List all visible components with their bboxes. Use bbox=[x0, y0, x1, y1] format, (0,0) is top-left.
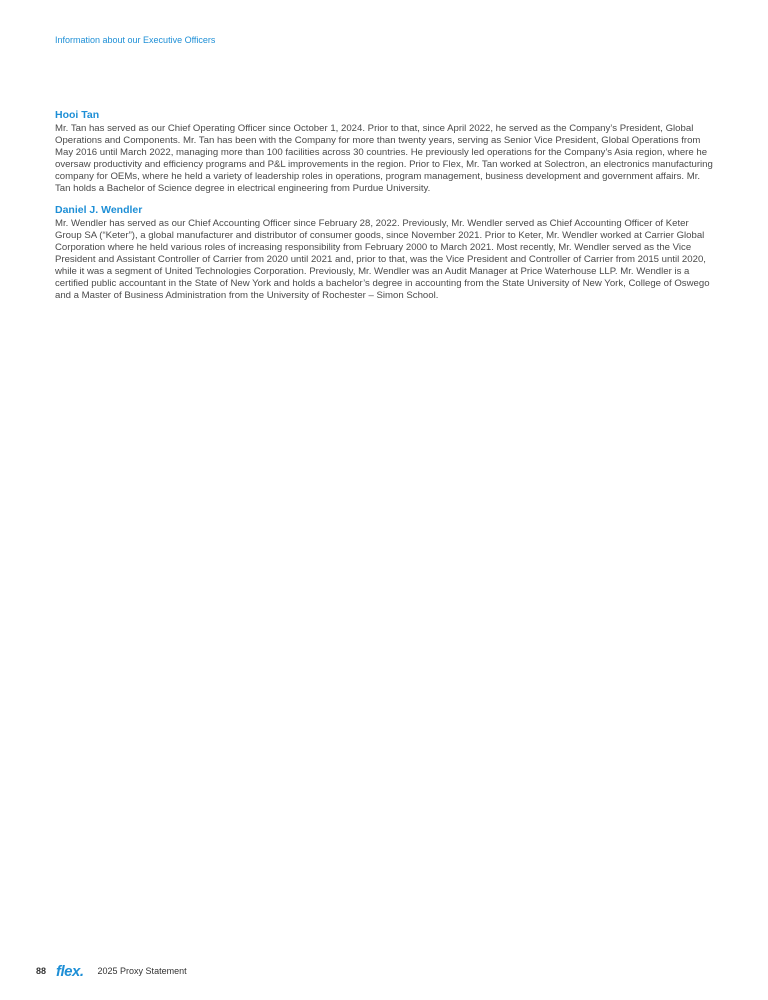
officers-content bbox=[55, 108, 715, 309]
officer-name: Hooi Tan bbox=[55, 109, 100, 121]
officer-entry-hooi-tan bbox=[55, 108, 715, 196]
section-header: Information about our Executive Officers bbox=[55, 35, 216, 45]
flex-logo: flex. bbox=[56, 962, 84, 980]
document-title: 2025 Proxy Statement bbox=[97, 966, 187, 976]
officer-entry-daniel-wendler bbox=[55, 203, 715, 303]
officer-bio: Mr. Wendler has served as our Chief Accounting Officer since February 28, 2022. Previously, Mr. Wendler served as Chief Accounting Officer of Keter Group SA (“Keter”), a global manufacturer and distributor of consumer goods, since November 2021. Prior to Keter, Mr. Wendler worked at Carrier Global Corporation where he held various roles of increasing responsibility from February 2000 to March 2021. Most recently, Mr. Wendler served as the Vice President and Assistant Controller of Carrier from 2020 until 2021 and, prior to that, was the Vice President and Controller of Carrier from 2015 until 2020, while it was a segment of United Technologies Corporation. Previously, Mr. Wendler was an Audit Manager at Price Waterhouse LLP. Mr. Wendler is a certified public accountant in the State of New York and holds a bachelor’s degree in accounting from the State University of New York, College of Oswego and a Master of Business Administration from the University of Rochester – Simon School. bbox=[55, 217, 710, 302]
page-number: 88 bbox=[36, 966, 47, 976]
page-footer bbox=[36, 962, 187, 980]
officer-name: Daniel J. Wendler bbox=[55, 203, 143, 216]
officer-bio: Mr. Tan has served as our Chief Operating Officer since October 1, 2024. Prior to that, since April 2022, he served as the Company’s President, Global Operations and Components. Mr. Tan has been with the Company for more than twenty years, serving as Senior Vice President, Global Operations from May 2016 until March 2022, managing more than 100 facilities across 30 countries. He previously led operations for the Company’s Asia region, where he oversaw productivity and efficiency programs and P&L improvements in the region. Prior to Flex, Mr. Tan worked at Solectron, an electronics manufacturing company for OEMs, where he held a variety of leadership roles in operations, program management, business development and government affairs. Mr. Tan holds a Bachelor of Science degree in electrical engineering from Purdue University. bbox=[55, 123, 713, 195]
